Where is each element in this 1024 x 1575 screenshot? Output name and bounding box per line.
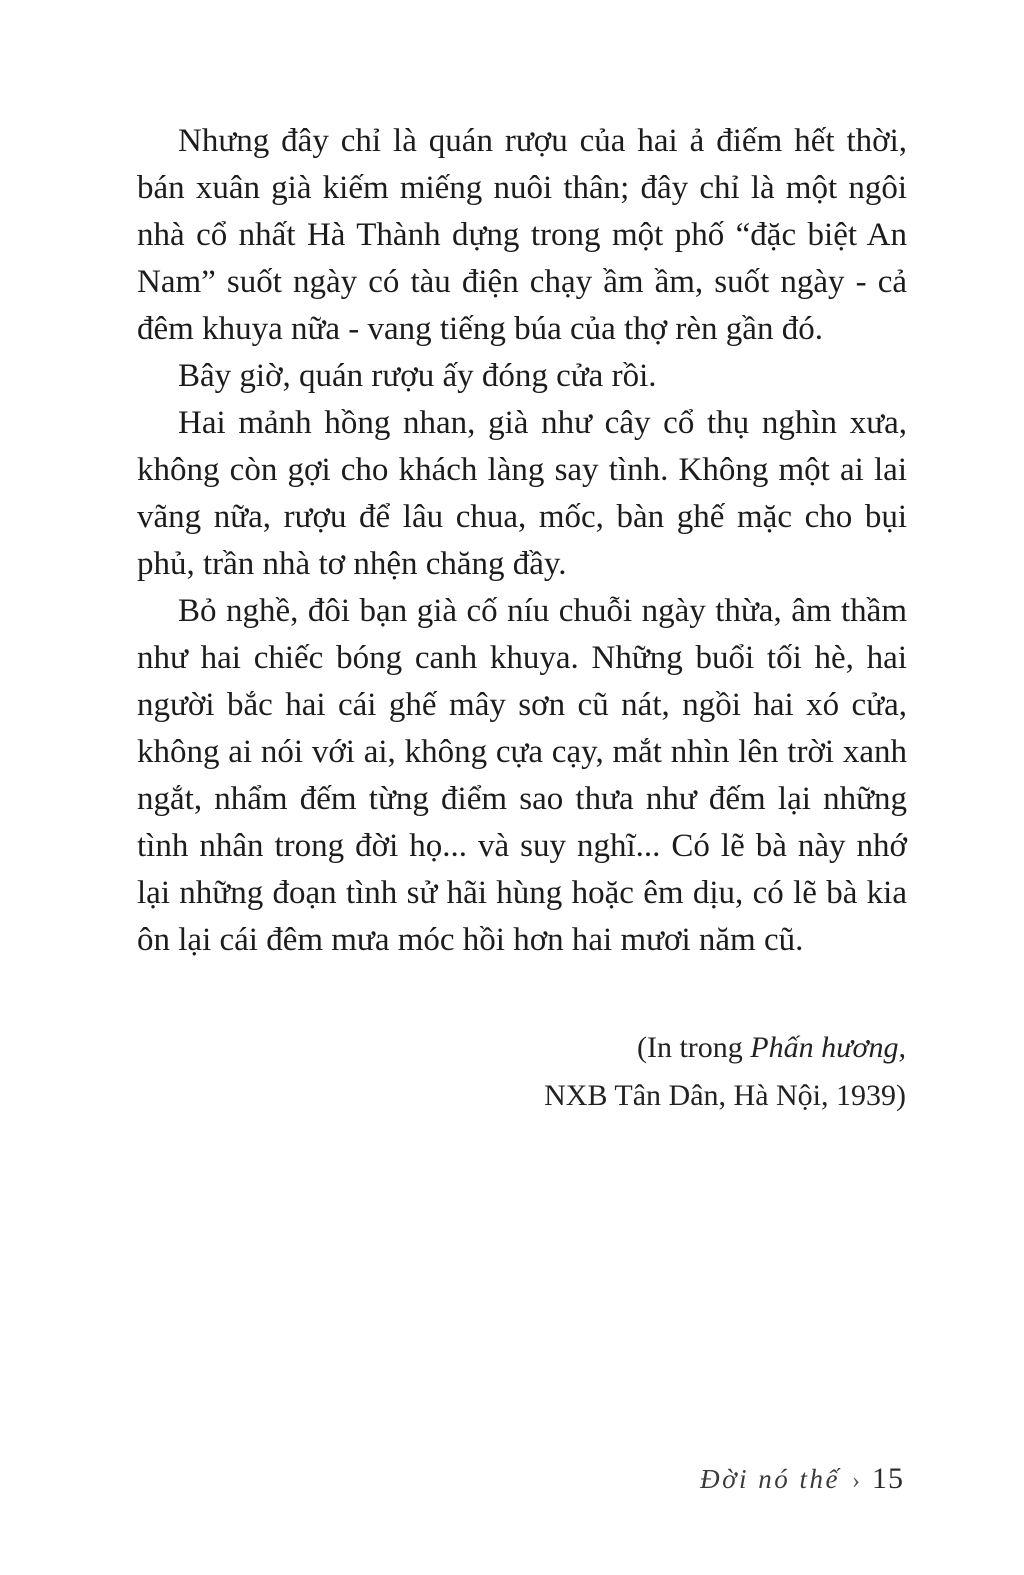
running-title: Đời nó thế — [700, 1464, 840, 1494]
page-footer — [700, 1462, 904, 1496]
paragraph-2: Bây giờ, quán rượu ấy đóng cửa rồi. — [178, 358, 657, 394]
body-text — [137, 118, 907, 964]
page-number: 15 — [872, 1462, 904, 1495]
source-attribution — [136, 1024, 906, 1120]
work-title: Phấn hương, — [750, 1031, 906, 1064]
paragraph-3: Hai mảnh hồng nhan, già như cây cổ thụ nghìn xưa, không còn gợi cho khách làng say tình. Không một ai lai vãng nữa, rượu để lâu chua, mốc, bàn ghế mặc cho bụi phủ, trần nhà tơ nhện chăng đầy. — [137, 405, 907, 582]
paragraph-4: Bỏ nghề, đôi bạn già cố níu chuỗi ngày thừa, âm thầm như hai chiếc bóng canh khuya. Những buổi tối hè, hai người bắc hai cái ghế mây sơn cũ nát, ngồi hai xó cửa, không ai nói với ai, không cựa cạy, mắt nhìn lên trời xanh ngắt, nhẩm đếm từng điểm sao thưa như đếm lại những tình nhân trong đời họ... và suy nghĩ... Có lẽ bà này nhớ lại những đoạn tình sử hãi hùng hoặc êm dịu, có lẽ bà kia ôn lại cái đêm mưa móc hồi hơn hai mươi năm cũ. — [137, 593, 907, 958]
paragraph-1: Nhưng đây chỉ là quán rượu của hai ả điếm hết thời, bán xuân già kiếm miếng nuôi thân; đây chỉ là một ngôi nhà cổ nhất Hà Thành dựng trong một phố “đặc biệt An Nam” suốt ngày có tàu điện chạy ầm ầm, suốt ngày - cả đêm khuya nữa - vang tiếng búa của thợ rèn gần đó. — [137, 123, 907, 347]
attribution-line-1 — [136, 1024, 906, 1072]
attribution-prefix: (In trong — [636, 1031, 751, 1064]
attribution-line-2: NXB Tân Dân, Hà Nội, 1939) — [544, 1079, 906, 1112]
footer-separator-icon: › — [852, 1468, 860, 1494]
